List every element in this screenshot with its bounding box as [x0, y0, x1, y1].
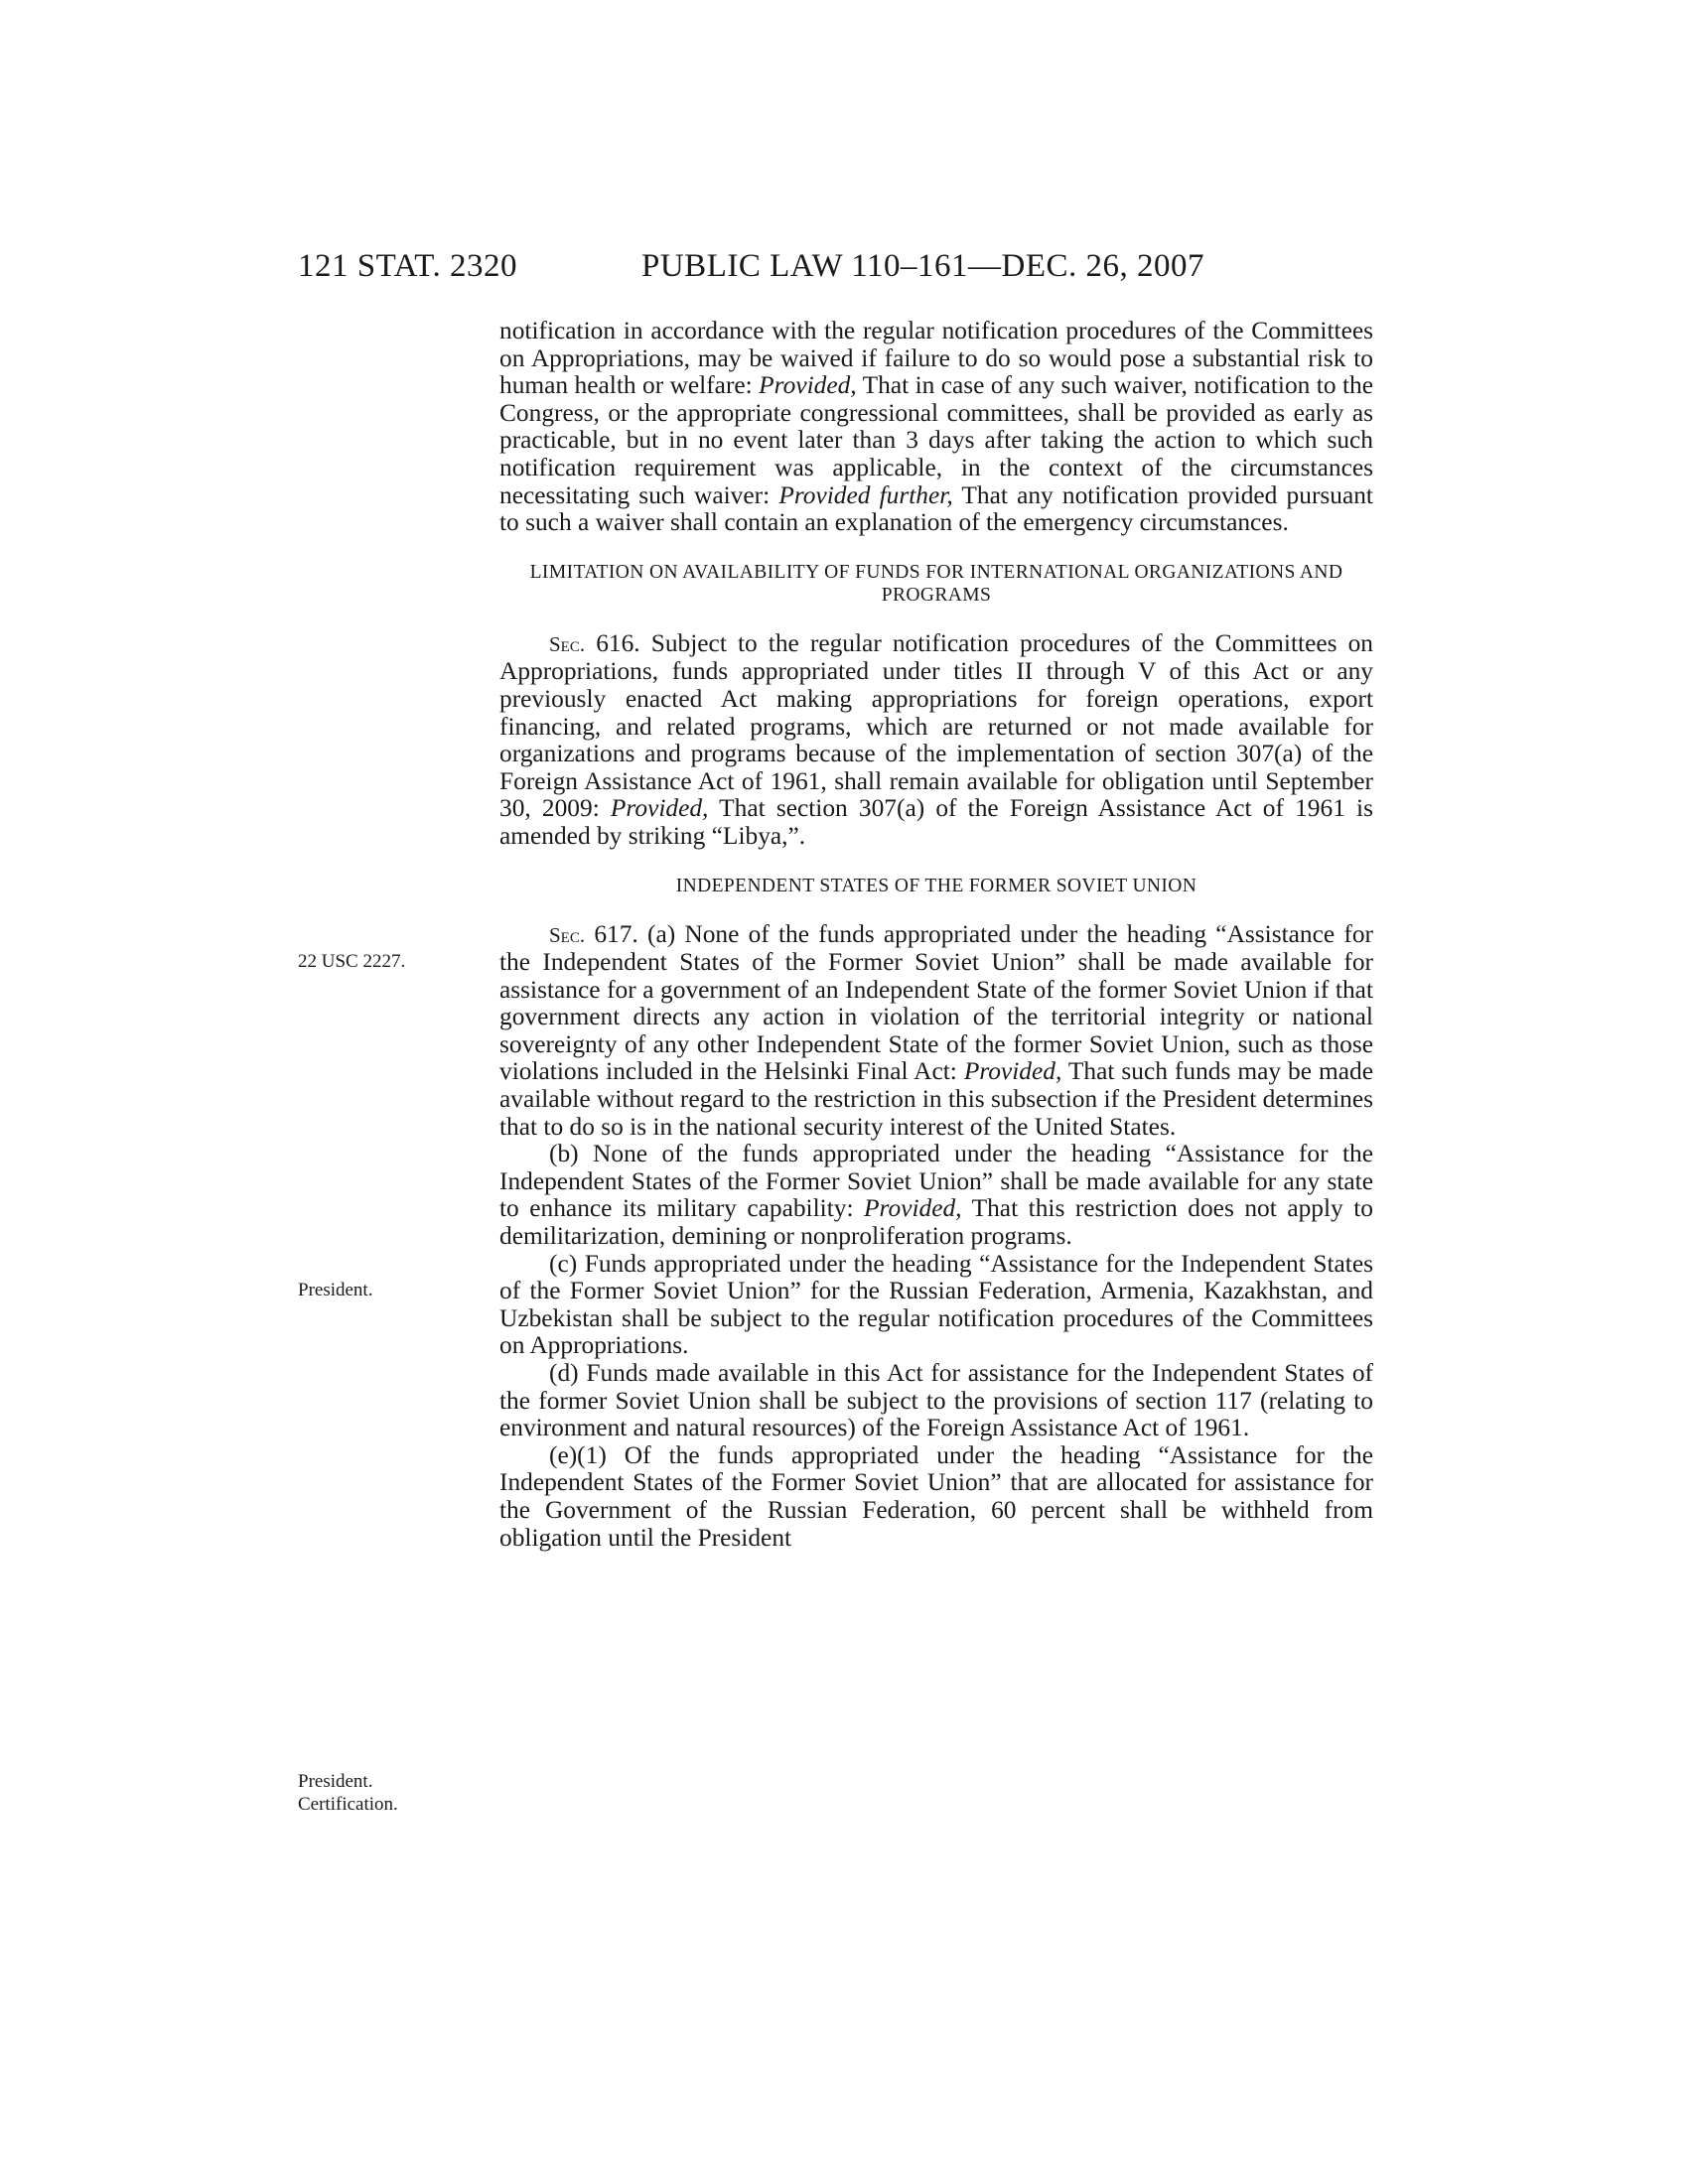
body-column [499, 318, 1373, 1552]
public-law-title: PUBLIC LAW 110–161—DEC. 26, 2007 [641, 248, 1205, 284]
sec-617-e-paragraph: (e)(1) Of the funds appropriated under the heading “Assistance for the Independent States of the Former Soviet Union” that are allocated for assistance for the Government of the Russian Federation, 60 percent shall be withheld from obligation until the President [499, 1440, 1373, 1552]
stat-citation: 121 STAT. 2320 [298, 248, 518, 284]
margin-note-president: President. [298, 1280, 373, 1300]
sec-617-c-paragraph: (c) Funds appropriated under the heading “Assistance for the Independent States of the Former Soviet Union” for the Russian Federation, Armenia, Kazakhstan, and Uzbekistan shall be subject to the regular notification procedures of the Committees on Appropriations. [499, 1249, 1373, 1360]
margin-note-certification: Certification. [298, 1794, 398, 1815]
sec-617-d-paragraph: (d) Funds made available in this Act for assistance for the Independent States of the former Soviet Union shall be subject to the provisions of section 117 (relating to environment and natural resources) of the Foreign Assistance Act of 1961. [499, 1359, 1373, 1442]
page-header [0, 248, 1688, 292]
margin-note-usc: 22 USC 2227. [298, 951, 406, 972]
sec-617-b-paragraph: (b) None of the funds appropriated under the heading “Assistance for the Independent States of the Former Soviet Union” shall be made available for any state to enhance its military capability: Provided, That this restriction does not apply to demilitarization, demining or nonproliferation programs. [499, 1140, 1373, 1251]
section-heading: INDEPENDENT STATES OF THE FORMER SOVIET UNION [675, 875, 1197, 896]
sec-617-a-paragraph: Sec. 617. (a) None of the funds appropriated under the heading “Assistance for the Independent States of the Former Soviet Union” shall be made available for assistance for a government of an Independent State of the former Soviet Union if that government directs any action in violation of the territorial integrity or national sovereignty of any other Independent State of the former Soviet Union, such as those violations included in the Helsinki Final Act: Provided, That such funds may be made available without regard to the restriction in this subsection if the President determines that to do so is in the national security interest of the United States. [499, 919, 1373, 1141]
intro-paragraph: notification in accordance with the regular notification procedures of the Committees on Appropriations, may be waived if failure to do so would pose a substantial risk to human health or welfare: Provided, That in case of any such waiver, notification to the Congress, or the appropriate congressional committees, shall be provided as early as practicable, but in no event later than 3 days after taking the action to which such notification requirement was applicable, in the context of the circumstances necessitating such waiver: Provided further, That any notification provided pursuant to such a waiver shall contain an explanation of the emergency circumstances. [499, 317, 1373, 537]
section-heading: LIMITATION ON AVAILABILITY OF FUNDS FOR INTERNATIONAL ORGANIZATIONS AND PROGRAMS [529, 561, 1343, 606]
margin-note-president: President. [298, 1771, 373, 1792]
sec-616-paragraph: Sec. 616. Subject to the regular notification procedures of the Committees on Appropriations, funds appropriated under titles II through V of this Act or any previously enacted Act making appropriations for foreign operations, export financing, and related programs, which are returned or not made available for organizations and programs because of the implementation of section 307(a) of the Foreign Assistance Act of 1961, shall remain available for obligation until September 30, 2009: Provided, That section 307(a) of the Foreign Assistance Act of 1961 is amended by striking “Libya,”. [499, 628, 1373, 850]
